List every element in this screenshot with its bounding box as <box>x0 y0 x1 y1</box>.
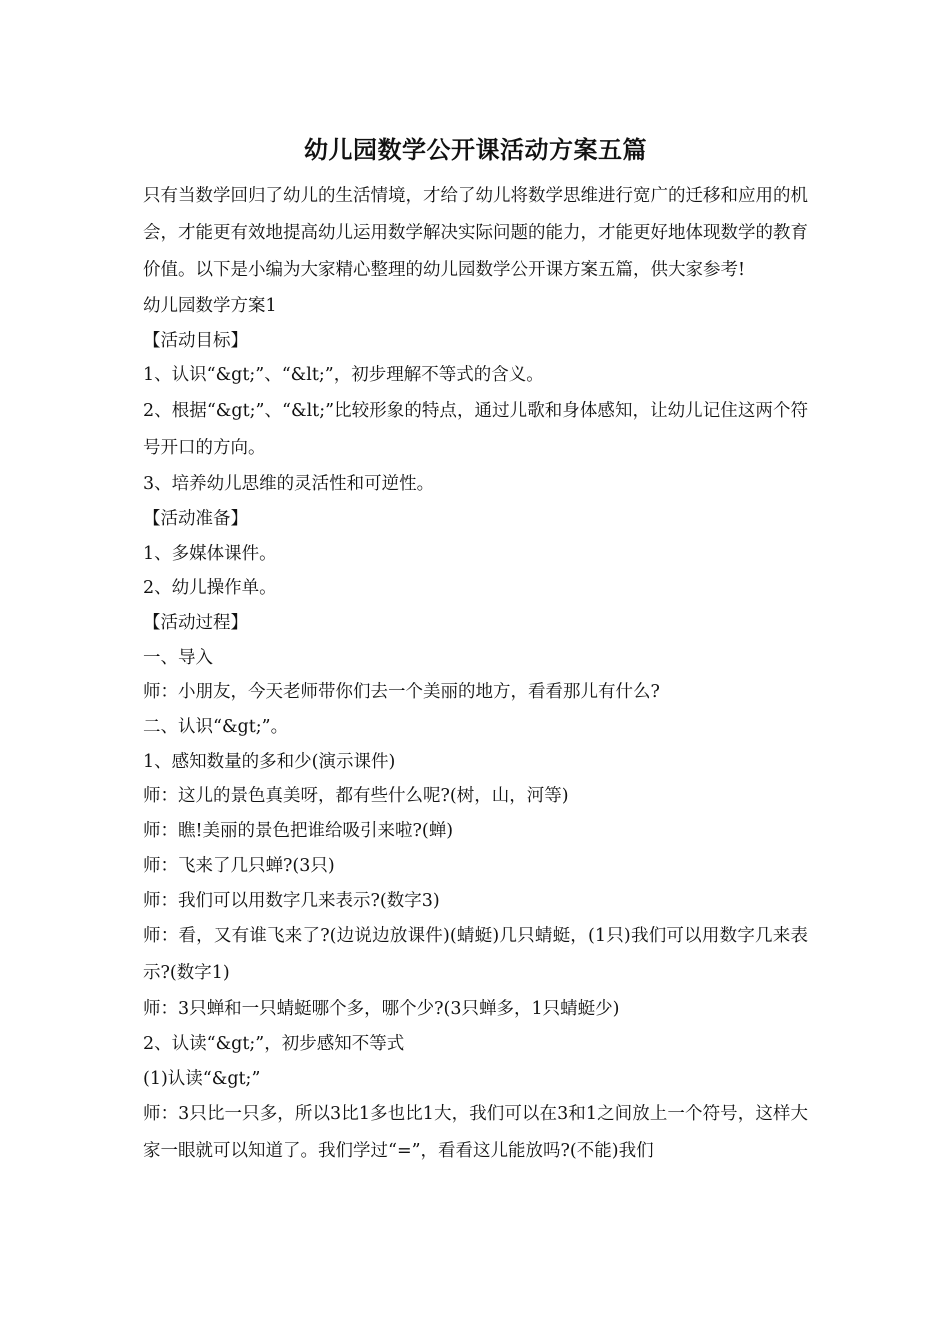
paragraph: 一、导入 <box>143 647 213 668</box>
section-heading: 【活动过程】 <box>143 612 248 633</box>
document-title: 幼儿园数学公开课活动方案五篇 <box>304 135 647 164</box>
paragraph: 1、感知数量的多和少(演示课件) <box>143 751 396 772</box>
intro-paragraph: 只有当数学回归了幼儿的生活情境，才给了幼儿将数学思维进行宽广的迁移和应用的机会，才能更有效地提高幼儿运用数学解决实际问题的能力，才能更好地体现数学的教育价值。以下是小编为大家精心整理的幼儿园数学公开课方案五篇，供大家参考! <box>143 186 808 280</box>
paragraph: (1)认读“&gt;” <box>143 1068 261 1089</box>
paragraph: 师：我们可以用数字几来表示?(数字3) <box>143 890 440 911</box>
paragraph: 师：看，又有谁飞来了?(边说边放课件)(蜻蜓)几只蜻蜓，(1只)我们可以用数字几来表示?(数字1) <box>143 926 808 984</box>
paragraph: 幼儿园数学方案1 <box>143 296 277 316</box>
paragraph: 师：瞧!美丽的景色把谁给吸引来啦?(蝉) <box>143 821 454 842</box>
paragraph: 2、根据“&gt;”、“&lt;”比较形象的特点，通过儿歌和身体感知，让幼儿记住这两个符号开口的方向。 <box>143 401 808 459</box>
document-page <box>143 128 808 1170</box>
section-heading: 【活动准备】 <box>143 508 248 529</box>
paragraph: 1、认识“&gt;”、“&lt;”，初步理解不等式的含义。 <box>143 365 544 386</box>
paragraph: 师：3只比一只多，所以3比1多也比1大，我们可以在3和1之间放上一个符号，这样大家一眼就可以知道了。我们学过“=”，看看这儿能放吗?(不能)我们 <box>143 1104 808 1162</box>
paragraph: 师：3只蝉和一只蜻蜓哪个多，哪个少?(3只蝉多，1只蜻蜓少) <box>143 999 620 1020</box>
paragraph: 师：小朋友，今天老师带你们去一个美丽的地方，看看那儿有什么? <box>143 682 660 703</box>
paragraph: 1、多媒体课件。 <box>143 543 277 564</box>
paragraph: 2、认读“&gt;”，初步感知不等式 <box>143 1033 405 1054</box>
paragraph: 3、培养幼儿思维的灵活性和可逆性。 <box>143 474 435 495</box>
paragraph: 师：这儿的景色真美呀，都有些什么呢?(树，山，河等) <box>143 786 569 807</box>
paragraph: 2、幼儿操作单。 <box>143 578 277 599</box>
paragraph: 师：飞来了几只蝉?(3只) <box>143 855 335 876</box>
paragraph: 二、认识“&gt;”。 <box>143 717 289 738</box>
section-heading: 【活动目标】 <box>143 330 248 351</box>
